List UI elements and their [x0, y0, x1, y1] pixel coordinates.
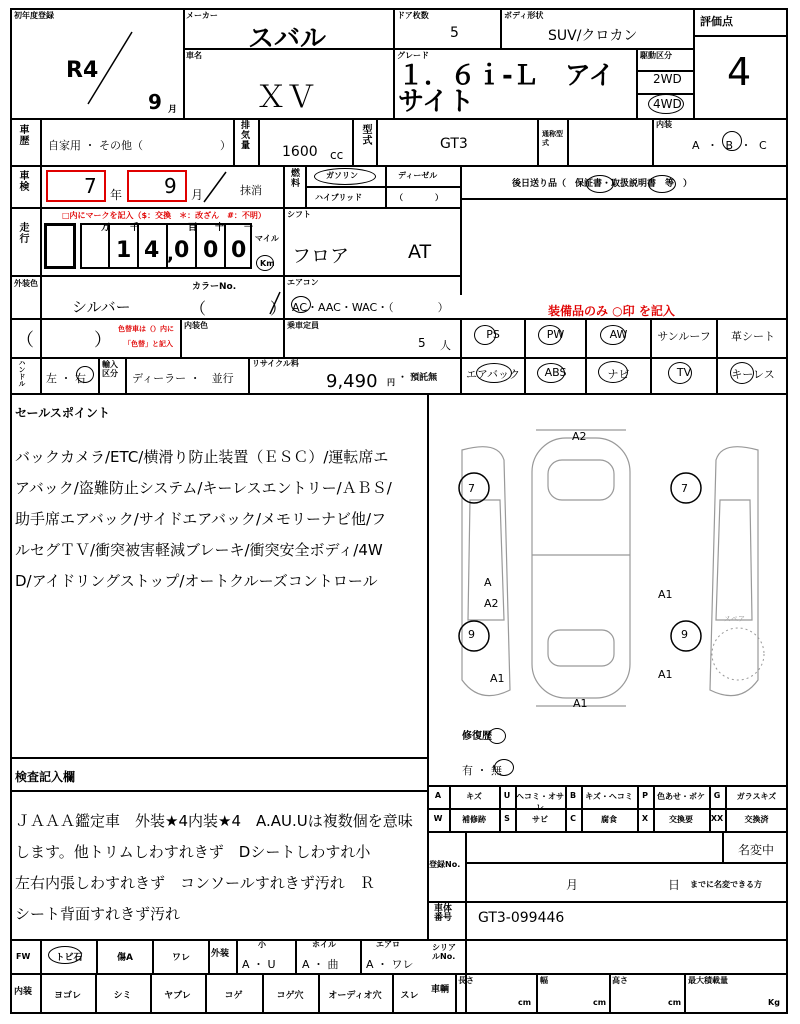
color-number: （ ） — [190, 299, 287, 318]
damage-mark-8: A1 — [490, 672, 505, 685]
interior-item-5: オーディオ穴 — [328, 991, 382, 1001]
legend-row2-3: サビ — [532, 815, 548, 824]
interior-item-2: ヤブレ — [164, 991, 191, 1001]
interior-item-1: シミ — [113, 991, 132, 1001]
legend-row1-3: ヘコミ・オサレ — [516, 792, 564, 812]
mileage-note: □内にマークを記入（$：交換 ＊：改ざん #：不明） — [62, 211, 266, 220]
name-change: 名変中 — [738, 843, 775, 857]
inspection-month: 9 — [164, 174, 177, 198]
sales-line-0: バックカメラ/ETC/横滑り防止装置（ＥＳＣ）/運転席エ — [15, 448, 389, 466]
model-value: GT3 — [440, 136, 468, 152]
inspection-year-box — [46, 170, 106, 202]
recycle-fee: 9,490 — [326, 371, 378, 392]
legend-row2-6: X — [641, 814, 649, 823]
equipment-row2-3: TV — [676, 366, 692, 379]
interior-item-6: スレ — [400, 991, 419, 1001]
fw-item-1: 傷A — [117, 953, 133, 963]
grade-line2: サイト — [398, 87, 475, 117]
ext-small-value: A ・ U — [242, 958, 276, 971]
equipment-row2-0: エアバック — [465, 368, 521, 381]
mileage-digit-5: 0 — [203, 238, 219, 263]
legend-row2-7: 交換要 — [669, 815, 693, 824]
mileage-digit-6: 0 — [231, 238, 247, 263]
inspection-line-3: シート背面すれきず汚れ — [15, 905, 181, 923]
inspection-year: 7 — [84, 174, 97, 198]
mileage-digit-2: 1 — [116, 238, 132, 263]
inspection-line-0: ＪＡＡＡ鑑定車 外装★4内装★4 A.AU.Uは複数個を意味 — [15, 812, 413, 830]
shift-value: フロア — [292, 245, 350, 267]
mileage-box-0 — [44, 223, 76, 269]
chassis-number: GT3-099446 — [478, 910, 565, 926]
equipment-row1-2: AW — [609, 328, 628, 341]
legend-row1-5: キズ・ヘコミ — [585, 792, 633, 801]
legend-row2-9: 交換済 — [744, 815, 769, 824]
doors-value: 5 — [450, 25, 459, 41]
later-items-label: 後日送り品（ 保証書・取扱説明書 等 ） — [512, 179, 693, 189]
mileage-digit-4: 0 — [174, 238, 190, 263]
inspection-month-box — [127, 170, 187, 202]
interior-item-4: コゲ穴 — [276, 991, 304, 1001]
legend-row1-7: 色あせ・ボケ — [657, 792, 705, 801]
ext-aero-value: A ・ ワレ — [366, 958, 414, 971]
sales-line-4: D/アイドリングストップ/オートクルーズコントロール — [15, 572, 378, 590]
drive-4wd: 4WD — [653, 97, 682, 111]
capacity-value: 5 — [418, 336, 426, 350]
equipment-row2-1: ABS — [544, 366, 567, 379]
legend-row2-4: C — [570, 814, 576, 823]
legend-row1-1: キズ — [466, 792, 482, 801]
body-type-value: SUV/クロカン — [548, 28, 638, 44]
registration-slash — [80, 28, 140, 108]
equipment-row2-4: キーレス — [731, 368, 775, 381]
fuel-gasoline: ガソリン — [326, 171, 358, 180]
damage-mark-4: A2 — [484, 597, 499, 610]
inspection-line-1: します。他トリムしわすれきず Dシートしわすれ小 — [15, 843, 371, 861]
exterior-color: シルバー — [72, 298, 131, 316]
repair-history-value: 有 ・ 無 — [462, 764, 502, 777]
sales-line-2: 助手席エアバック/サイドエアバック/メモリーナビ他/フ — [15, 510, 387, 528]
legend-row2-8: XX — [710, 814, 724, 823]
drive-2wd: 2WD — [653, 72, 682, 86]
sales-line-1: アバック/盗難防止システム/キーレスエントリー/ＡＢＳ/ — [15, 479, 392, 497]
drive-4wd-circle — [648, 94, 684, 114]
legend-row2-5: 腐食 — [601, 815, 617, 824]
damage-mark-7: 9 — [681, 628, 688, 641]
interior-item-0: ヨゴレ — [53, 991, 81, 1001]
legend-row1-9: ガラスキズ — [736, 792, 777, 801]
transmission-value: AT — [408, 241, 432, 263]
registration-month: 9 — [148, 90, 162, 114]
damage-mark-0: A2 — [572, 430, 587, 443]
equipment-row1-3: サンルーフ — [657, 330, 711, 343]
inspection-title: 検査記入欄 — [15, 770, 76, 784]
displacement-value: 1600 — [282, 144, 318, 160]
damage-mark-5: A1 — [658, 588, 673, 601]
car-name: ＸＶ — [256, 80, 316, 115]
interior-item-3: コゲ — [224, 991, 243, 1001]
legend-row2-0: W — [433, 814, 443, 823]
ext-wheel-value: A ・ 曲 — [302, 958, 339, 971]
repair-history-label: 修復歴 — [462, 731, 492, 742]
history-value: 自家用 ・ その他（ ） — [48, 139, 231, 152]
fw-item-0: トビ石 — [55, 953, 83, 963]
fuel-gasoline-circle — [314, 168, 376, 185]
legend-row1-6: P — [642, 791, 648, 800]
damage-mark-2: 7 — [681, 482, 688, 495]
aircon-value: AC・AAC・WAC・（ ） — [292, 301, 449, 314]
interior-grade: A ・ B ・ C — [692, 139, 769, 152]
registration-label: 初年度登録 — [14, 11, 54, 20]
legend-row2-2: S — [504, 814, 510, 823]
registration-era: R4 — [66, 58, 99, 83]
damage-mark-6: 9 — [468, 628, 475, 641]
damage-mark-9: A1 — [658, 668, 673, 681]
equipment-row1-1: PW — [546, 328, 565, 341]
equipment-row2-2: ナビ — [607, 368, 630, 381]
sales-line-3: ルセグＴＶ/衝突被害軽減ブレーキ/衝突安全ボディ/4W — [15, 541, 383, 559]
legend-row1-0: A — [434, 791, 442, 800]
inspection-line-2: 左右内張しわすれきず コンソールすれきず汚れ Ｒ — [15, 874, 375, 892]
handle-value: 左 ・ 右 — [46, 372, 86, 385]
maker-value: スバル — [248, 24, 327, 54]
legend-row2-1: 補修跡 — [462, 815, 486, 824]
damage-mark-1: 7 — [468, 482, 475, 495]
cancel-label: 抹消 — [240, 184, 262, 197]
equipment-header: 装備品のみ ○印 を記入 — [548, 304, 675, 318]
score-value: 4 — [727, 50, 752, 94]
interior-grade-circle — [722, 131, 742, 151]
legend-row1-4: B — [569, 791, 577, 800]
equipment-row1-0: PS — [486, 328, 500, 341]
import-value: ディーラー ・ 並行 — [132, 372, 234, 385]
damage-mark-10: A1 — [573, 697, 588, 710]
legend-row1-2: U — [503, 791, 511, 800]
damage-mark-3: A — [484, 576, 492, 589]
grade-line1: １．６ｉ-Ｌ アイ — [398, 61, 615, 91]
fw-item-2: ワレ — [171, 953, 190, 963]
mileage-digit-3: 4 — [144, 238, 160, 263]
legend-row1-8: G — [713, 791, 721, 800]
sales-title: セールスポイント — [15, 406, 110, 420]
equipment-row1-4: 革シート — [731, 330, 775, 343]
